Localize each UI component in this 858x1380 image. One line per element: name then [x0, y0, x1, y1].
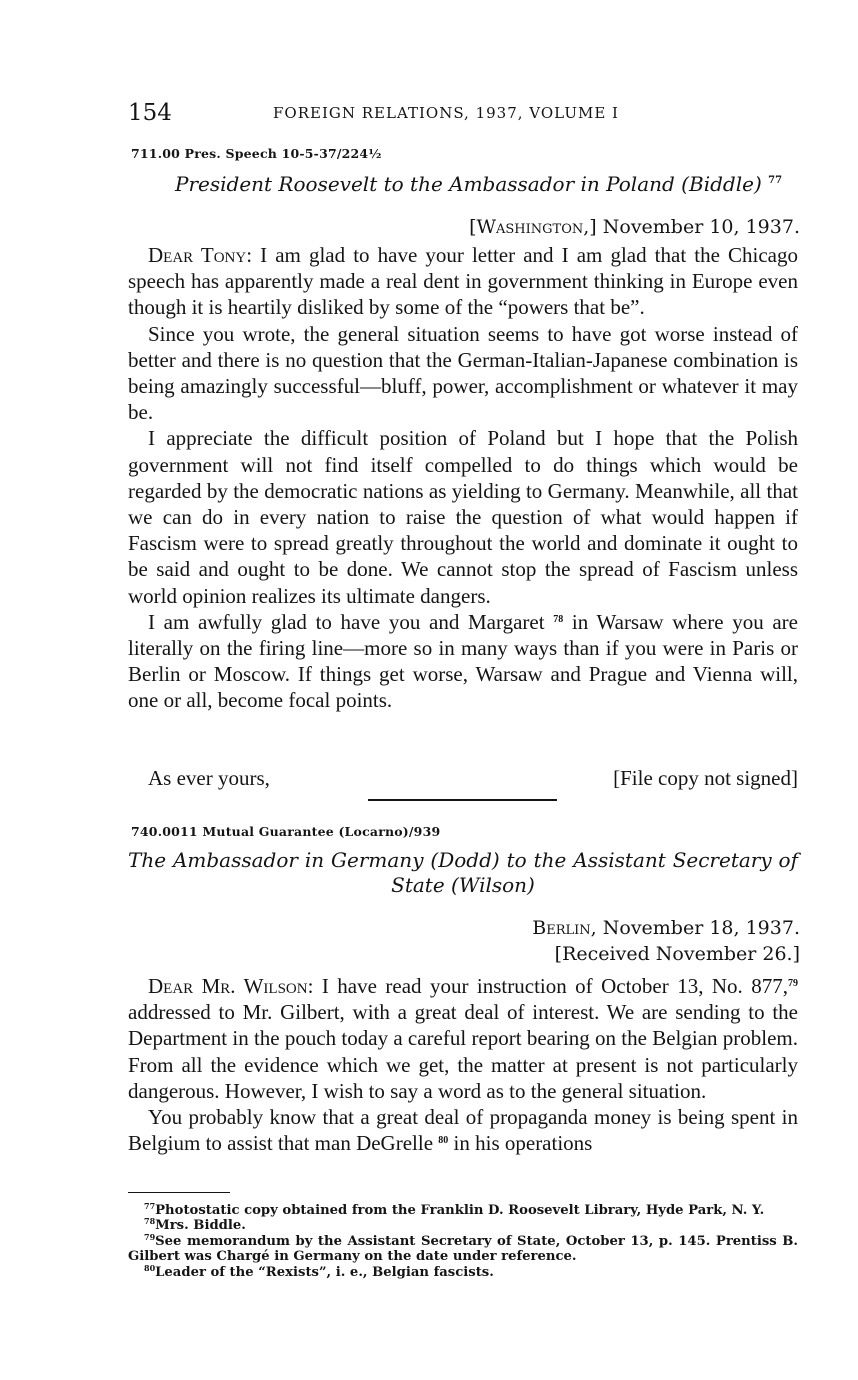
paragraph — [128, 609, 798, 714]
file-reference-1: 711.00 Pres. Speech 10-5-37/224½ — [131, 146, 382, 161]
footnote-text: Mrs. Biddle. — [155, 1218, 246, 1234]
paragraph: I appreciate the difficult position of Poland but I hope that the Polish government will not find itself compelled to do things which would be regarded by the democratic nations as yielding to Germany. Meanwhile, all that we can do in every nation to raise the question of what would happen if Fascism were to spread greatly throughout the world and dominate it ought to be said and ought to be done. We cannot stop the spread of Fascism unless world opinion realizes its ultimate dangers. — [128, 426, 798, 608]
salutation: Dear Mr. Wilson: — [148, 974, 314, 998]
paragraph-text: I am awfully glad to have you and Margaret — [148, 609, 545, 634]
footnote-number: 80 — [144, 1262, 156, 1273]
paragraph-text: I am glad to have your letter and I am glad that the Chicago speech has apparently made a real dent in government thinking in Europe even though it is heartily disliked by some of the “powers that be”. — [128, 243, 798, 320]
footnote — [128, 1231, 798, 1265]
footnote — [128, 1218, 798, 1233]
title-sender: Dodd — [438, 848, 492, 872]
letter-body-1 — [128, 242, 798, 714]
title-text: to the Assistant Secretary of State — [391, 848, 798, 897]
dateline-line — [532, 915, 800, 941]
closing-line — [148, 765, 798, 791]
dateline-place: Washington, — [476, 216, 590, 238]
dateline-place: Berlin, — [532, 917, 597, 939]
complimentary-close: As ever yours, — [148, 766, 270, 790]
paragraph-text: You probably know that a great deal of propaganda money is being spent in Belgium to assist that man DeGrelle — [128, 1105, 798, 1156]
paragraph — [128, 1104, 798, 1156]
footnote-text: See memorandum by the Assistant Secretary of State, October 13, p. 145. Prentiss B. Gilbert was Chargé in Germany on the date under reference. — [128, 1233, 798, 1265]
running-head: FOREIGN RELATIONS, 1937, VOLUME I — [273, 104, 619, 122]
footnote — [128, 1262, 798, 1280]
footnote-number: 77 — [144, 1201, 156, 1211]
paragraph-text: in his operations — [453, 1131, 593, 1156]
title-text: President Roosevelt to the Ambassador in Poland — [175, 172, 675, 196]
paragraph-text: I have read your instruction of October 13, No. 877, — [321, 974, 788, 998]
footnote-ref-77: 77 — [768, 175, 783, 186]
footnote-text: Photostatic copy obtained from the Franklin D. Roosevelt Library, Hyde Park, N. Y. — [155, 1203, 765, 1218]
title-text: The Ambassador in Germany — [128, 848, 424, 872]
received-date: [Received November 26.] — [554, 943, 800, 965]
footnote-ref-80: 80 — [438, 1135, 449, 1147]
dateline-date: November 18, 1937. — [602, 917, 800, 939]
title-addressee: Biddle — [689, 172, 754, 196]
footnote-rule — [128, 1192, 230, 1193]
footnotes — [128, 1203, 798, 1280]
dateline-date: November 10, 1937. — [602, 216, 800, 238]
dateline-2 — [532, 915, 800, 967]
signature-note: [File copy not signed] — [613, 766, 798, 790]
dateline-1: [Washington,] November 10, 1937. — [469, 216, 800, 238]
paragraph — [128, 242, 798, 321]
document-title-1: President Roosevelt to the Ambassador in Poland (Biddle) $^{77}$ — [175, 172, 783, 196]
page-number: 154 — [128, 100, 172, 126]
title-addressee: Wilson — [458, 873, 528, 897]
footnote-number: 78 — [144, 1216, 156, 1227]
letter-body-2 — [128, 973, 798, 1156]
paragraph: Since you wrote, the general situation seems to have got worse instead of better and there is no question that the German-Italian-Japanese combination is being amazingly successful—bluff, power, accomplishment or whatever it may be. — [128, 321, 798, 425]
section-divider — [368, 799, 557, 801]
page-header — [128, 100, 800, 130]
paragraph-text: addressed to Mr. Gilbert, with a great deal of interest. We are sending to the Department in the pouch today a careful report bearing on the Belgian problem. From all the evidence which we get, the matter at present is not particularly dangerous. However, I wish to say a word as to the general situation. — [128, 1000, 799, 1103]
footnote-ref-79: 79 — [788, 978, 798, 989]
paragraph-text: in Warsaw where you are literally on the firing line—more so in many ways than if you were in Paris or Berlin or Moscow. If things get worse, Warsaw and Prague and Vienna will, one or all, become focal points. — [128, 609, 798, 713]
file-reference-2: 740.0011 Mutual Guarantee (Locarno)/939 — [131, 824, 441, 839]
footnote-text: Leader of the “Rexists”, i. e., Belgian fascists. — [155, 1264, 494, 1280]
footnote-ref-78: 78 — [553, 613, 564, 625]
salutation: Dear Tony: — [148, 243, 253, 267]
paragraph — [128, 973, 798, 1104]
footnote-number: 79 — [144, 1231, 156, 1242]
document-title-2: The Ambassador in Germany (Dodd) to the Assistant Secretary of State (Wilson) — [128, 848, 798, 897]
footnote — [128, 1203, 798, 1218]
